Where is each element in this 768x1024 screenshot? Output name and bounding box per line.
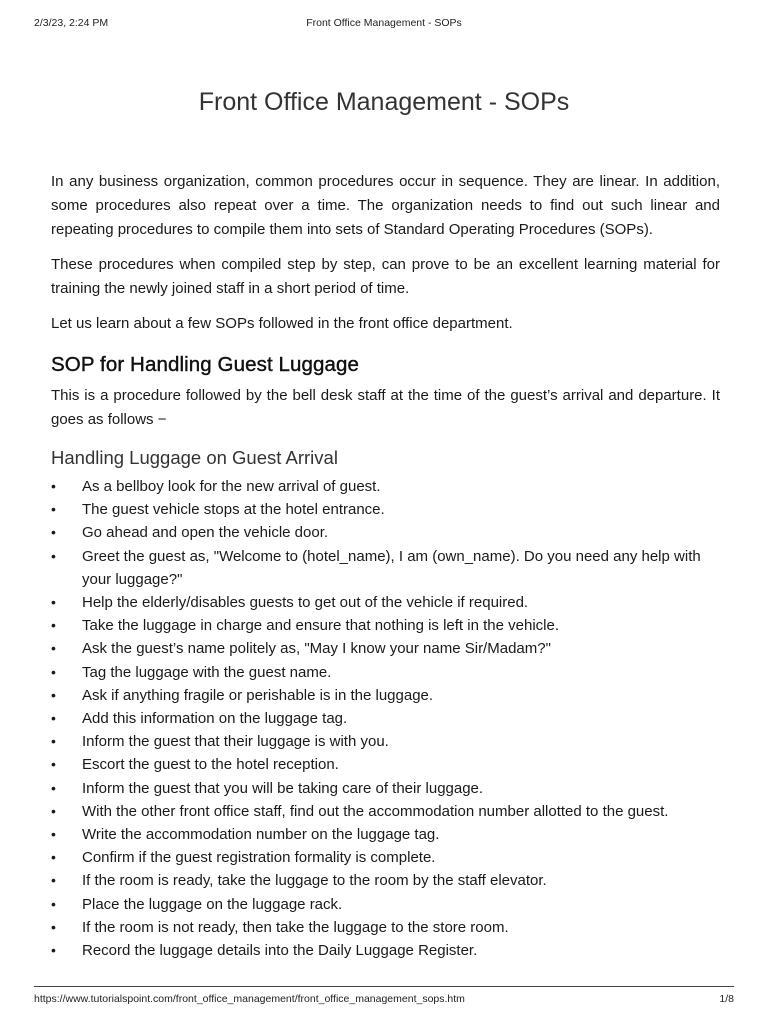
- article-content: [51, 170, 720, 962]
- list-item: • If the room is not ready, then take the luggage to the store room.: [51, 916, 720, 939]
- list-item: • Take the luggage in charge and ensure that nothing is left in the vehicle.: [51, 614, 720, 637]
- procedure-list: [51, 475, 720, 962]
- list-item: • Ask the guest’s name politely as, "May I know your name Sir/Madam?": [51, 637, 720, 660]
- subsection-heading: Handling Luggage on Guest Arrival: [51, 447, 338, 468]
- list-item: • As a bellboy look for the new arrival of guest.: [51, 475, 720, 498]
- list-item: • Greet the guest as, "Welcome to (hotel_name), I am (own_name). Do you need any help with your luggage?": [51, 545, 720, 591]
- list-item: • Add this information on the luggage tag.: [51, 707, 720, 730]
- print-datetime: 2/3/23, 2:24 PM: [34, 17, 109, 29]
- list-item: • Go ahead and open the vehicle door.: [51, 521, 720, 544]
- list-item: • Ask if anything fragile or perishable is in the luggage.: [51, 684, 720, 707]
- list-item: • Inform the guest that their luggage is with you.: [51, 730, 720, 753]
- print-footer: [34, 993, 734, 1007]
- intro-paragraph: In any business organization, common procedures occur in sequence. They are linear. In addition, some procedures also repeat over a time. The organization needs to find out such linear and repeating procedures to compile them into sets of Standard Operating Procedures (SOPs).: [51, 173, 720, 238]
- list-item: • Inform the guest that you will be taking care of their luggage.: [51, 777, 720, 800]
- list-item: • If the room is ready, take the luggage to the room by the staff elevator.: [51, 869, 720, 892]
- list-item: • Write the accommodation number on the luggage tag.: [51, 823, 720, 846]
- page-number: 1/8: [719, 993, 734, 1005]
- list-item: • Tag the luggage with the guest name.: [51, 661, 720, 684]
- list-item: • The guest vehicle stops at the hotel entrance.: [51, 498, 720, 521]
- list-item: • Escort the guest to the hotel reception.: [51, 753, 720, 776]
- print-title: Front Office Management - SOPs: [306, 17, 462, 29]
- intro-paragraph: Let us learn about a few SOPs followed in the front office department.: [51, 315, 513, 332]
- section-heading: SOP for Handling Guest Luggage: [51, 353, 360, 376]
- list-item: • Record the luggage details into the Daily Luggage Register.: [51, 939, 720, 962]
- footer-divider: [34, 986, 734, 987]
- list-item: • Help the elderly/disables guests to get out of the vehicle if required.: [51, 591, 720, 614]
- print-header: [34, 17, 734, 31]
- list-item: • With the other front office staff, find out the accommodation number allotted to the guest.: [51, 800, 720, 823]
- list-item: • Confirm if the guest registration formality is complete.: [51, 846, 720, 869]
- section-paragraph: This is a procedure followed by the bell desk staff at the time of the guest’s arrival and departure. It goes as follows −: [51, 387, 720, 428]
- page-title: Front Office Management - SOPs: [198, 88, 570, 116]
- intro-paragraph: These procedures when compiled step by step, can prove to be an excellent learning material for training the newly joined staff in a short period of time.: [51, 256, 720, 297]
- list-item: • Place the luggage on the luggage rack.: [51, 893, 720, 916]
- page-url-link[interactable]: https://www.tutorialspoint.com/front_office_management/front_office_management_sops.htm: [34, 993, 465, 1005]
